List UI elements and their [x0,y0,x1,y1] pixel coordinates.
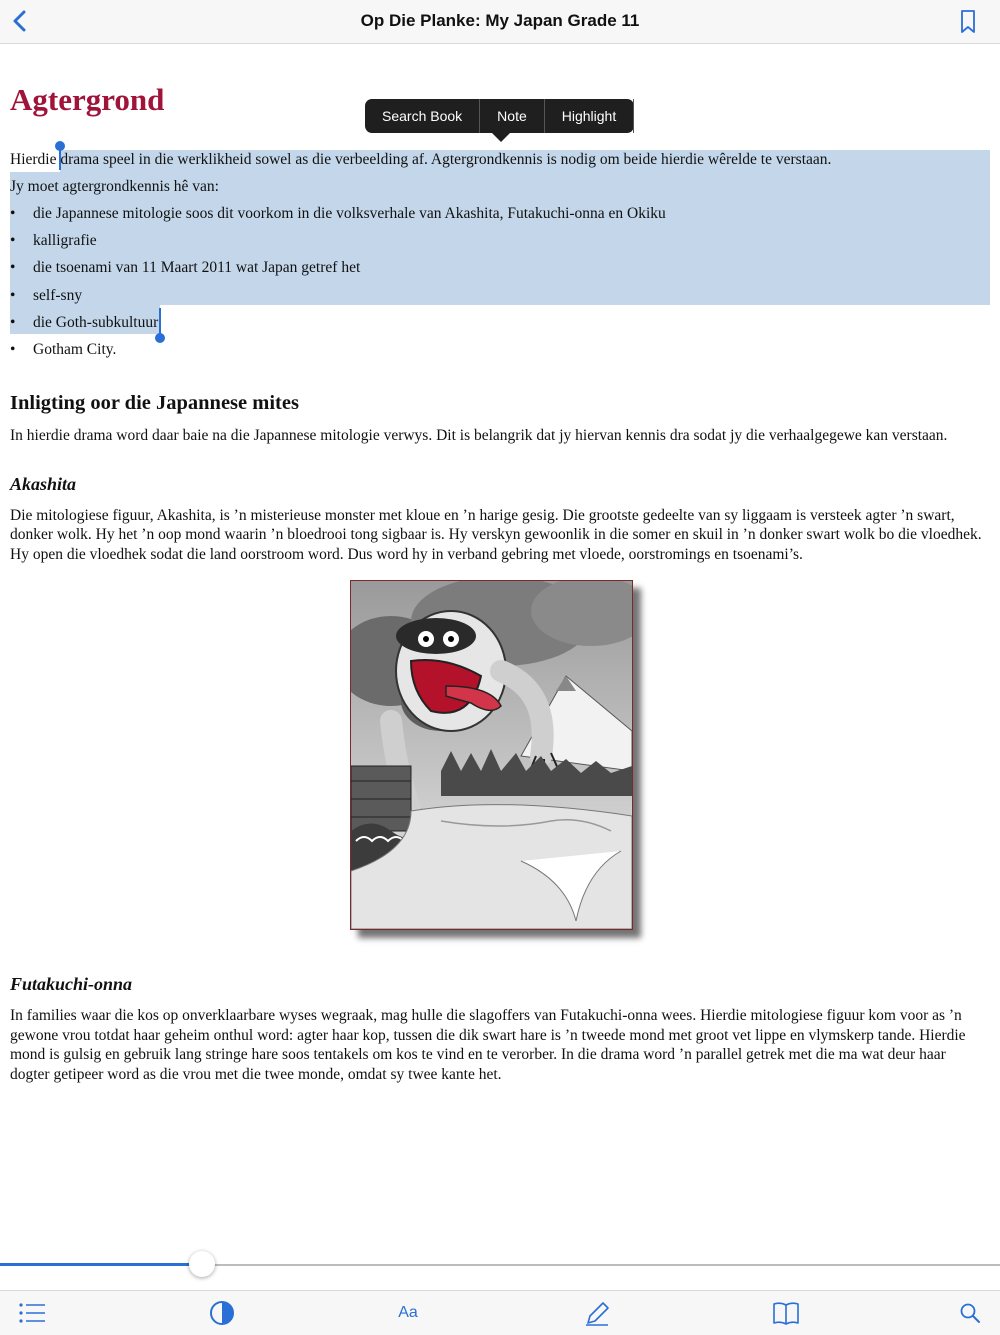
myths-heading: Inligting oor die Japannese mites [10,392,299,414]
bullet-marker: • [10,341,16,358]
book-icon [771,1299,801,1327]
list-item-text: self-sny [33,287,83,304]
font-settings-button[interactable]: Aa [398,1304,418,1321]
bookmark-button[interactable] [955,8,981,36]
akashita-line: Die mitologiese figuur, Akashita, is ’n misterieuse monster met kloue en ’n harige gesig. Die grootste gedeelte van sy liggaam is versteek agter ’n swart, [10,507,955,524]
futakuchi-line: gewone vrou totdat haar geheim onthul word: agter haar kop, tussen die dik swart hare is ’n tweede mond met groot vet lippe en vlymskerp tande. Hierdie [10,1027,966,1044]
contrast-icon [207,1299,237,1327]
list-item-text: die Japannese mitologie soos dit voorkom in die volksverhale van Akashita, Futakuchi-onna en Okiku [33,205,666,222]
bookmark-icon [955,8,981,36]
list-item-text: Gotham City. [33,341,117,358]
selection-end-handle[interactable] [155,333,165,343]
futakuchi-heading: Futakuchi-onna [10,974,133,994]
bullet-marker: • [10,314,16,331]
brightness-button[interactable] [207,1299,237,1327]
intro-paragraph: Hierdie drama speel in die werklikheid sowel as die verbeelding af. Agtergrondkennis is nodig om beide hierdie wêrelde te verstaan. [10,151,832,168]
list-icon [17,1299,47,1327]
annotate-button[interactable] [582,1299,612,1327]
page-progress-fill [0,1263,200,1266]
bottom-toolbar [0,1290,1000,1335]
futakuchi-line: mond is gulsig en gebruik lang stringe hare soos tentakels om kos te vind en te verorber. In die drama word ’n parallel getrek met die ma wat deur haar [10,1046,946,1063]
text-selection-menu [365,99,634,133]
search-icon [955,1299,985,1327]
section-heading: Agtergrond [10,82,165,117]
menu-pointer [492,133,510,142]
note-button[interactable]: Note [480,99,545,133]
akashita-line: donker wolk. Hy het ’n oop mond waarin ’n bloedrooi tong sigbaar is. Hy verskyn gewoonlik in die somer en skuil in ’n donker swart wolk bo die vloedhek. [10,526,982,543]
bullet-marker: • [10,232,16,249]
selection-end-caret [159,308,161,334]
pencil-icon [582,1299,612,1327]
library-button[interactable] [771,1299,801,1327]
search-book-button[interactable]: Search Book [365,99,480,133]
monster-illustration [351,581,632,929]
list-item-text: die Goth-subkultuur [33,314,159,331]
list-intro: Jy moet agtergrondkennis hê van: [10,178,219,195]
highlight-button[interactable]: Highlight [545,99,634,133]
bullet-marker: • [10,205,16,222]
bullet-marker: • [10,259,16,276]
list-item-text: die tsoenami van 11 Maart 2011 wat Japan getref het [33,259,361,276]
bullet-marker: • [10,287,16,304]
top-navigation-bar [0,0,1000,44]
book-title: Op Die Planke: My Japan Grade 11 [360,11,640,30]
myths-intro: In hierdie drama word daar baie na die Japannese mitologie verwys. Dit is belangrik dat jy hiervan kennis dra sodat jy die verhaalgegewe kan verstaan. [10,427,948,444]
akashita-heading: Akashita [10,474,77,494]
list-item-text: kalligrafie [33,232,97,249]
page-progress-slider[interactable] [189,1251,215,1277]
akashita-line: Hy open die vloedhek sodat die land oorstroom word. Dus word hy in verband gebring met vloede, oorstromings en tsoenami’s. [10,546,803,563]
akashita-illustration [350,580,633,930]
search-button[interactable] [955,1299,985,1327]
futakuchi-line: In families waar die kos op onverklaarbare wyses wegraak, mag hulle die slagoffers van Futakuchi-onna wees. Hierdie mitologiese figuur kom voor as ’n [10,1007,962,1024]
futakuchi-line: dogter getipeer word as die vrou met die twee monde, omdat sy twee kante het. [10,1066,502,1083]
table-of-contents-button[interactable] [17,1299,47,1327]
